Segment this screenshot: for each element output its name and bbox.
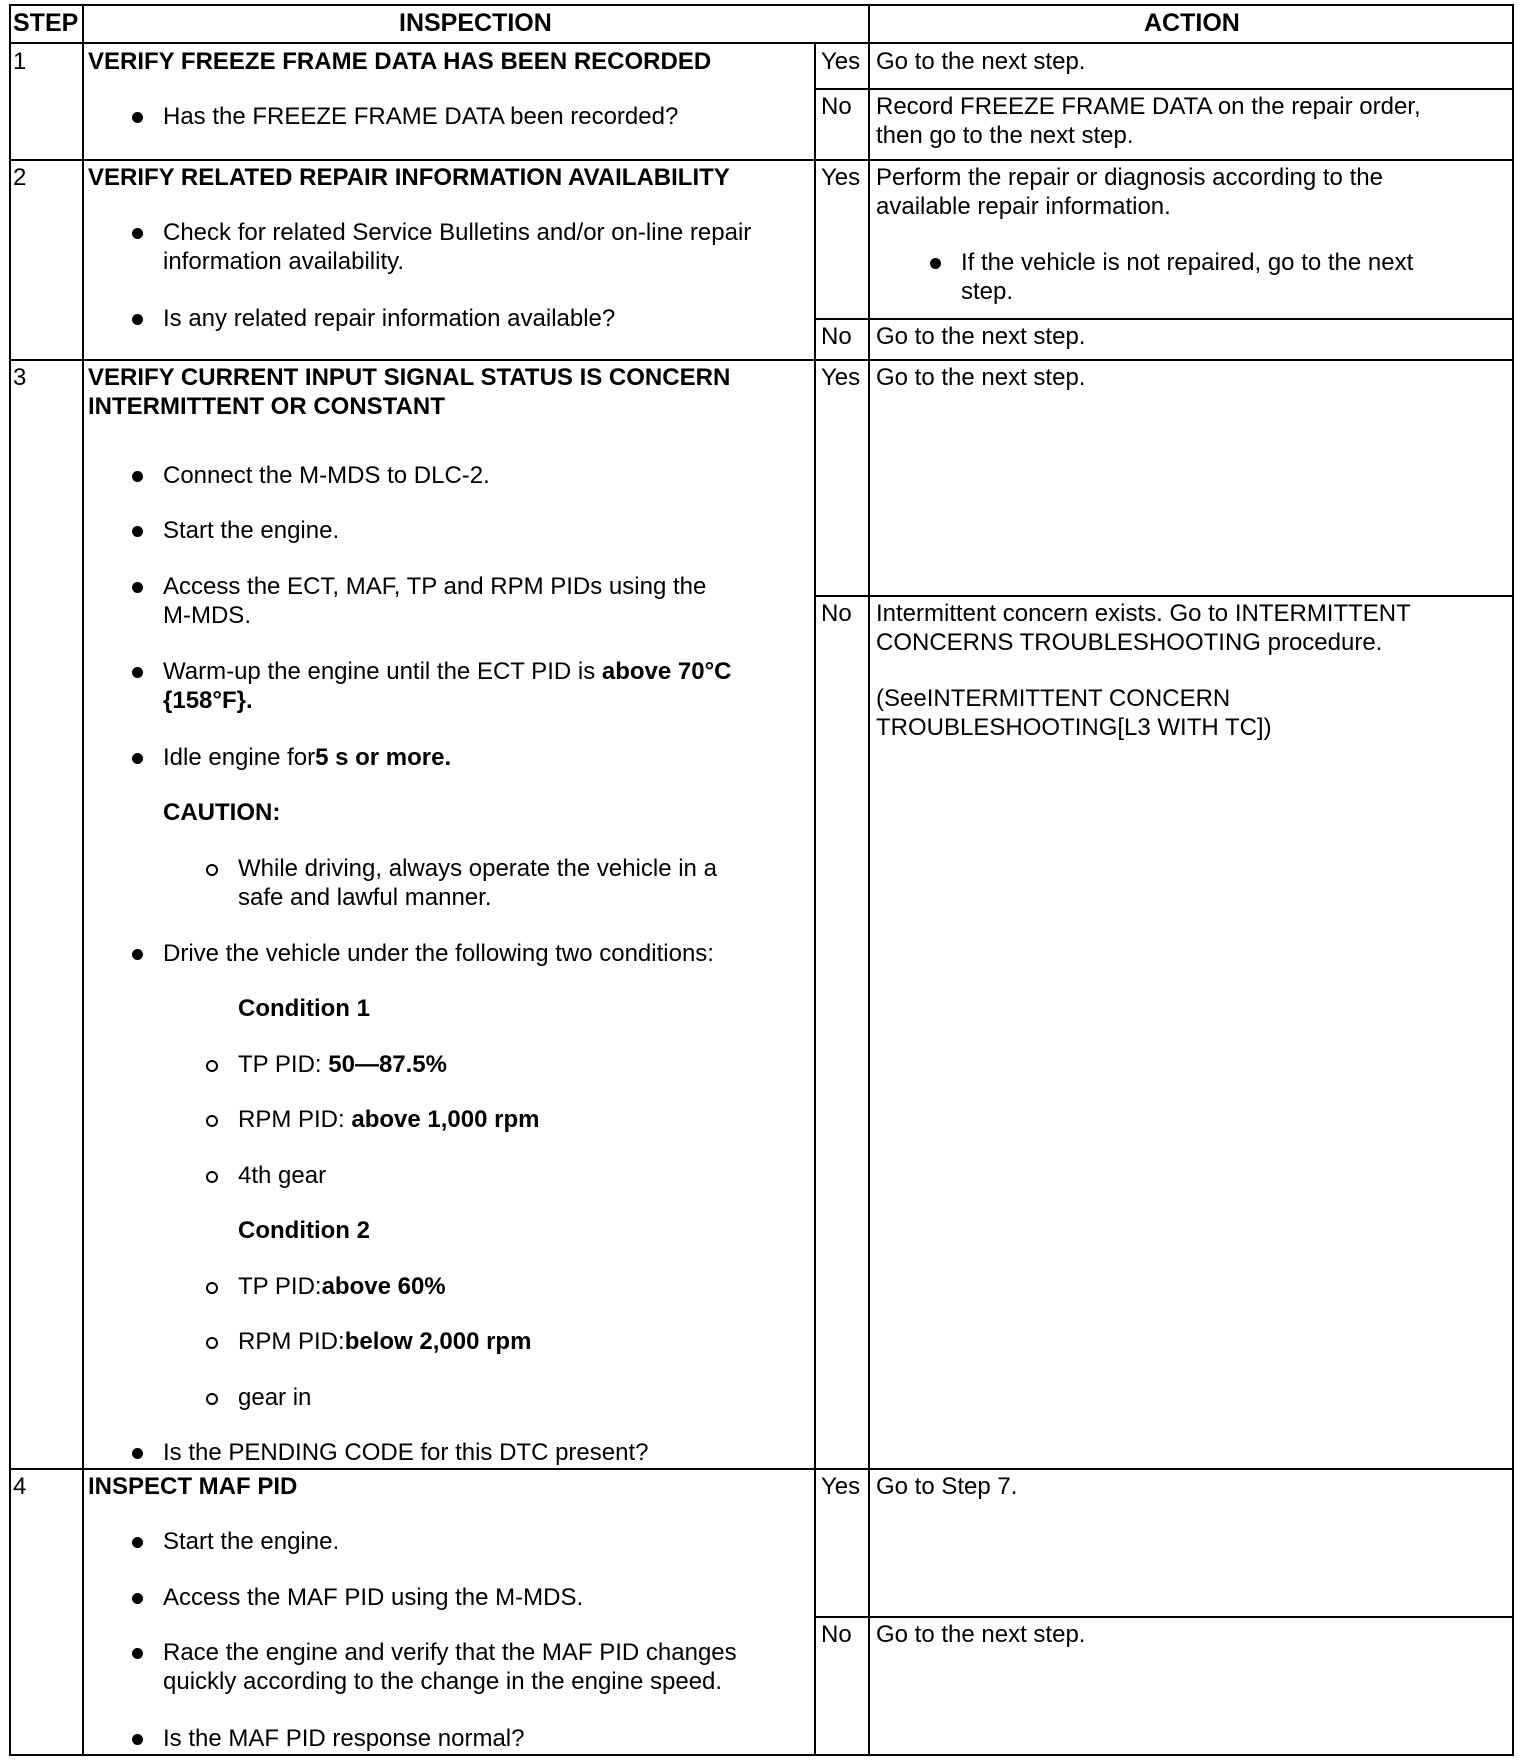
- no-action-line: Record FREEZE FRAME DATA on the repair order,: [876, 93, 1421, 120]
- condition-item: 4th gear: [238, 1162, 327, 1189]
- inspection-item: [163, 743, 451, 773]
- sub-bullet-icon: [206, 1337, 218, 1349]
- inspection-item-text: Idle engine for: [163, 744, 316, 771]
- no-action-line: Intermittent concern exists. Go to INTERMITTENT: [876, 600, 1411, 627]
- table-border-right: [1512, 4, 1514, 1756]
- inspection-item: Has the FREEZE FRAME DATA been recorded?: [163, 103, 679, 130]
- step-title: INSPECT MAF PID: [88, 1473, 298, 1500]
- bullet-icon: [132, 471, 143, 482]
- yes-no-divider-1: [814, 88, 1514, 90]
- caution-text-line: While driving, always operate the vehicle in a: [238, 855, 717, 882]
- header-step: STEP: [13, 9, 79, 37]
- inspection-item-value: above 70°C: [601, 658, 732, 685]
- bullet-icon: [132, 1448, 143, 1459]
- yes-no-divider-3: [814, 595, 1514, 597]
- no-action-line: (SeeINTERMITTENT CONCERN: [876, 685, 1231, 712]
- inspection-item-line: M-MDS.: [163, 602, 251, 629]
- no-label: No: [821, 323, 852, 350]
- yes-action: Go to the next step.: [876, 48, 1086, 75]
- no-label: No: [821, 93, 852, 120]
- condition-item-text: TP PID:: [238, 1273, 322, 1300]
- condition-item: [238, 1272, 446, 1302]
- step-number: 3: [13, 364, 27, 391]
- yes-action-line: Perform the repair or diagnosis according to the: [876, 164, 1383, 191]
- condition-item: [238, 1050, 447, 1080]
- inspection-item: Access the MAF PID using the M-MDS.: [163, 1584, 584, 1611]
- yes-action: Go to the next step.: [876, 364, 1086, 391]
- table-border-left: [9, 4, 11, 1756]
- table-border-top: [9, 4, 1514, 6]
- condition-item: [238, 1327, 531, 1357]
- yes-action-subitem-line: If the vehicle is not repaired, go to the next: [961, 249, 1414, 276]
- step-column-divider: [82, 4, 84, 1756]
- condition-label: Condition 2: [238, 1217, 370, 1244]
- inspection-item: Drive the vehicle under the following two conditions:: [163, 940, 714, 967]
- step-title: VERIFY RELATED REPAIR INFORMATION AVAILABILITY: [88, 164, 730, 191]
- inspection-item-line: Race the engine and verify that the MAF PID changes: [163, 1639, 737, 1666]
- yes-action-line: available repair information.: [876, 193, 1171, 220]
- inspection-answer-divider: [814, 42, 816, 1756]
- header-divider: [9, 42, 1514, 44]
- bullet-icon: [132, 112, 143, 123]
- inspection-item-text: Warm-up the engine until the ECT PID is: [163, 658, 602, 685]
- no-action-line: TROUBLESHOOTING[L3 WITH TC]): [876, 714, 1272, 741]
- condition-item-text: RPM PID:: [238, 1106, 352, 1133]
- sub-bullet-icon: [206, 1060, 218, 1072]
- inspection-item: Connect the M-MDS to DLC-2.: [163, 462, 490, 489]
- condition-item-value: above 1,000 rpm: [351, 1106, 540, 1133]
- step-title: VERIFY FREEZE FRAME DATA HAS BEEN RECORDED: [88, 48, 712, 75]
- diagnostic-table: [9, 4, 1514, 1756]
- sub-bullet-icon: [206, 864, 218, 876]
- sub-bullet-icon: [206, 1171, 218, 1183]
- inspection-item-line: Access the ECT, MAF, TP and RPM PIDs using the: [163, 573, 707, 600]
- condition-item-text: TP PID:: [238, 1051, 329, 1078]
- bullet-icon: [132, 314, 143, 325]
- bullet-icon: [132, 1734, 143, 1745]
- yes-label: Yes: [821, 364, 861, 391]
- inspection-item: Is any related repair information available?: [163, 305, 616, 332]
- caution-text-line: safe and lawful manner.: [238, 884, 492, 911]
- inspection-item-line: quickly according to the change in the engine speed.: [163, 1668, 723, 1695]
- step-number: 2: [13, 164, 27, 191]
- no-label: No: [821, 1621, 852, 1648]
- table-border-bottom: [9, 1754, 1514, 1756]
- condition-item-value: below 2,000 rpm: [344, 1328, 532, 1355]
- bullet-icon: [132, 1537, 143, 1548]
- yes-label: Yes: [821, 48, 861, 75]
- bullet-icon: [132, 667, 143, 678]
- no-action: Go to the next step.: [876, 1621, 1086, 1648]
- sub-bullet-icon: [206, 1393, 218, 1405]
- condition-item-text: RPM PID:: [238, 1328, 345, 1355]
- bullet-icon: [930, 258, 941, 269]
- no-label: No: [821, 600, 852, 627]
- step-title-line: INTERMITTENT OR CONSTANT: [88, 393, 445, 420]
- inspection-item-line: [163, 657, 732, 687]
- row-divider-3-4: [9, 1468, 1514, 1470]
- bullet-icon: [132, 228, 143, 239]
- inspection-item-value: {158°F}.: [163, 687, 253, 714]
- yes-no-divider-2: [814, 318, 1514, 320]
- condition-item-value: 50—87.5%: [328, 1051, 447, 1078]
- inspection-item-value: 5 s or more.: [315, 744, 452, 771]
- condition-item: gear in: [238, 1384, 312, 1411]
- row-divider-1-2: [9, 159, 1514, 161]
- header-inspection: INSPECTION: [399, 9, 552, 37]
- inspection-action-header-divider: [868, 4, 870, 42]
- yes-no-divider-4: [814, 1616, 1514, 1618]
- inspection-item: Is the PENDING CODE for this DTC present?: [163, 1439, 649, 1466]
- no-action: Go to the next step.: [876, 323, 1086, 350]
- caution-label: CAUTION:: [163, 799, 281, 826]
- step-number: 4: [13, 1473, 27, 1500]
- step-number: 1: [13, 48, 27, 75]
- condition-item: [238, 1105, 539, 1135]
- condition-label: Condition 1: [238, 995, 370, 1022]
- inspection-item: Start the engine.: [163, 1528, 340, 1555]
- inspection-item-line: information availability.: [163, 248, 404, 275]
- condition-item-value: above 60%: [321, 1273, 446, 1300]
- no-action-line: CONCERNS TROUBLESHOOTING procedure.: [876, 629, 1383, 656]
- no-action-line: then go to the next step.: [876, 122, 1134, 149]
- bullet-icon: [132, 753, 143, 764]
- header-action: ACTION: [1144, 9, 1240, 37]
- yes-action-subitem-line: step.: [961, 278, 1014, 305]
- inspection-item: Is the MAF PID response normal?: [163, 1725, 525, 1752]
- sub-bullet-icon: [206, 1282, 218, 1294]
- bullet-icon: [132, 526, 143, 537]
- step-title-line: VERIFY CURRENT INPUT SIGNAL STATUS IS CONCERN: [88, 364, 731, 391]
- yes-label: Yes: [821, 1473, 861, 1500]
- yes-label: Yes: [821, 164, 861, 191]
- bullet-icon: [132, 582, 143, 593]
- yes-action: Go to Step 7.: [876, 1473, 1018, 1500]
- bullet-icon: [132, 1593, 143, 1604]
- bullet-icon: [132, 1648, 143, 1659]
- row-divider-2-3: [9, 359, 1514, 361]
- sub-bullet-icon: [206, 1115, 218, 1127]
- inspection-item: Start the engine.: [163, 517, 340, 544]
- bullet-icon: [132, 949, 143, 960]
- inspection-item-line: Check for related Service Bulletins and/or on-line repair: [163, 219, 752, 246]
- answer-action-divider: [868, 42, 870, 1756]
